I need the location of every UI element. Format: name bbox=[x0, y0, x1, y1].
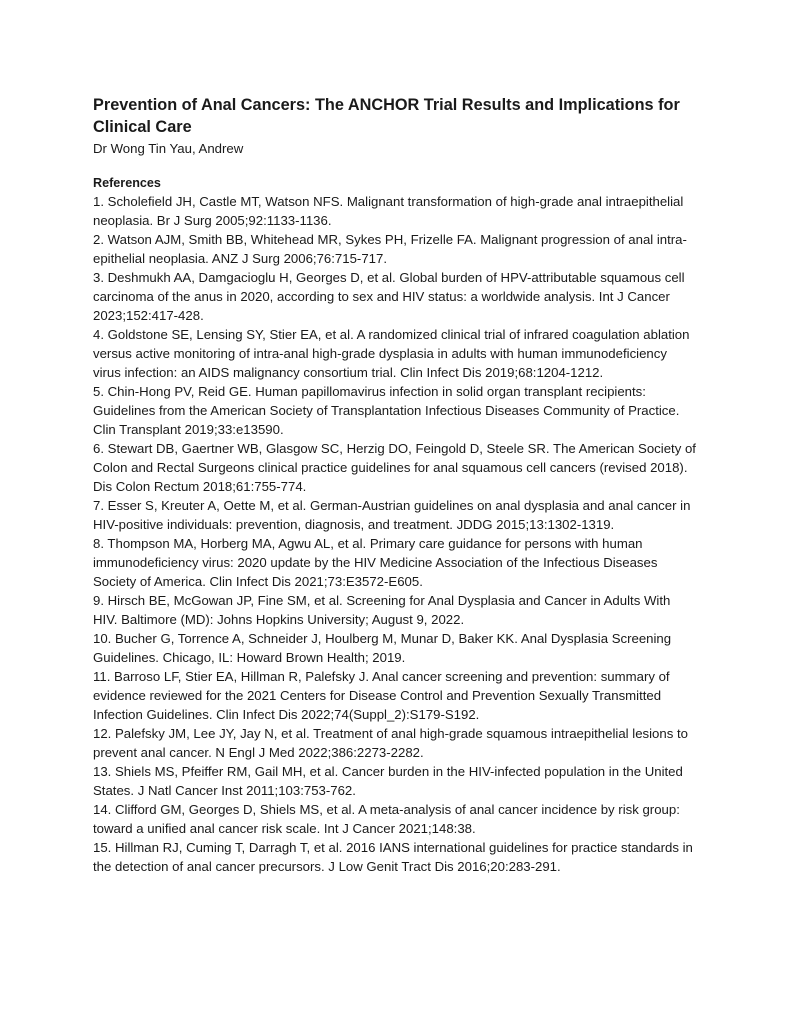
reference-item: 5. Chin-Hong PV, Reid GE. Human papillomavirus infection in solid organ transplant recipients: Guidelines from the American Society of Transplantation Infectious Diseases Community of Practice. Clin Transplant 2019;33:e13590. bbox=[93, 384, 680, 437]
document-title: Prevention of Anal Cancers: The ANCHOR Trial Results and Implications for Clinical Care bbox=[93, 96, 680, 136]
reference-item: 6. Stewart DB, Gaertner WB, Glasgow SC, Herzig DO, Feingold D, Steele SR. The American Society of Colon and Rectal Surgeons clinical practice guidelines for anal squamous cell cancers (revised 2018). Dis Colon Rectum 2018;61:755-774. bbox=[93, 441, 696, 494]
reference-item: 13. Shiels MS, Pfeiffer RM, Gail MH, et al. Cancer burden in the HIV-infected population in the United States. J Natl Cancer Inst 2011;103:753-762. bbox=[93, 764, 683, 798]
reference-item: 14. Clifford GM, Georges D, Shiels MS, et al. A meta-analysis of anal cancer incidence by risk group: toward a unified anal cancer risk scale. Int J Cancer 2021;148:38. bbox=[93, 802, 680, 836]
reference-item: 3. Deshmukh AA, Damgacioglu H, Georges D, et al. Global burden of HPV-attributable squamous cell carcinoma of the anus in 2020, according to sex and HIV status: a worldwide analysis. Int J Cancer 2023;152:417-428. bbox=[93, 270, 685, 323]
references-heading: References bbox=[93, 176, 161, 190]
reference-item: 7. Esser S, Kreuter A, Oette M, et al. German-Austrian guidelines on anal dysplasia and anal cancer in HIV-positive individuals: prevention, diagnosis, and treatment. JDDG 2015;13:1302-1319. bbox=[93, 498, 691, 532]
reference-item: 8. Thompson MA, Horberg MA, Agwu AL, et al. Primary care guidance for persons with human immunodeficiency virus: 2020 update by the HIV Medicine Association of the Infectious Diseases Society of America. Clin Infect Dis 2021;73:E3572-E605. bbox=[93, 536, 658, 589]
reference-item: 11. Barroso LF, Stier EA, Hillman R, Palefsky J. Anal cancer screening and prevention: summary of evidence reviewed for the 2021 Centers for Disease Control and Prevention Sexually Transmitted Infection Guidelines. Clin Infect Dis 2022;74(Suppl_2):S179-S192. bbox=[93, 669, 670, 722]
reference-item: 15. Hillman RJ, Cuming T, Darragh T, et al. 2016 IANS international guidelines for practice standards in the detection of anal cancer precursors. J Low Genit Tract Dis 2016;20:283-291. bbox=[93, 840, 693, 874]
reference-item: 1. Scholefield JH, Castle MT, Watson NFS. Malignant transformation of high-grade anal intraepithelial neoplasia. Br J Surg 2005;92:1133-1136. bbox=[93, 194, 684, 228]
reference-item: 10. Bucher G, Torrence A, Schneider J, Houlberg M, Munar D, Baker KK. Anal Dysplasia Screening Guidelines. Chicago, IL: Howard Brown Health; 2019. bbox=[93, 631, 672, 665]
reference-item: 12. Palefsky JM, Lee JY, Jay N, et al. Treatment of anal high-grade squamous intraepithelial lesions to prevent anal cancer. N Engl J Med 2022;386:2273-2282. bbox=[93, 726, 688, 760]
reference-item: 2. Watson AJM, Smith BB, Whitehead MR, Sykes PH, Frizelle FA. Malignant progression of anal intra-epithelial neoplasia. ANZ J Surg 2006;76:715-717. bbox=[93, 232, 687, 266]
document-page bbox=[93, 94, 698, 876]
reference-item: 4. Goldstone SE, Lensing SY, Stier EA, et al. A randomized clinical trial of infrared coagulation ablation versus active monitoring of intra-anal high-grade dysplasia in adults with human immunodeficiency virus infection: an AIDS malignancy consortium trial. Clin Infect Dis 2019;68:1204-1212. bbox=[93, 327, 690, 380]
reference-item: 9. Hirsch BE, McGowan JP, Fine SM, et al. Screening for Anal Dysplasia and Cancer in Adults With HIV. Baltimore (MD): Johns Hopkins University; August 9, 2022. bbox=[93, 593, 671, 627]
references-list bbox=[93, 192, 698, 876]
author-name: Dr Wong Tin Yau, Andrew bbox=[93, 141, 244, 156]
